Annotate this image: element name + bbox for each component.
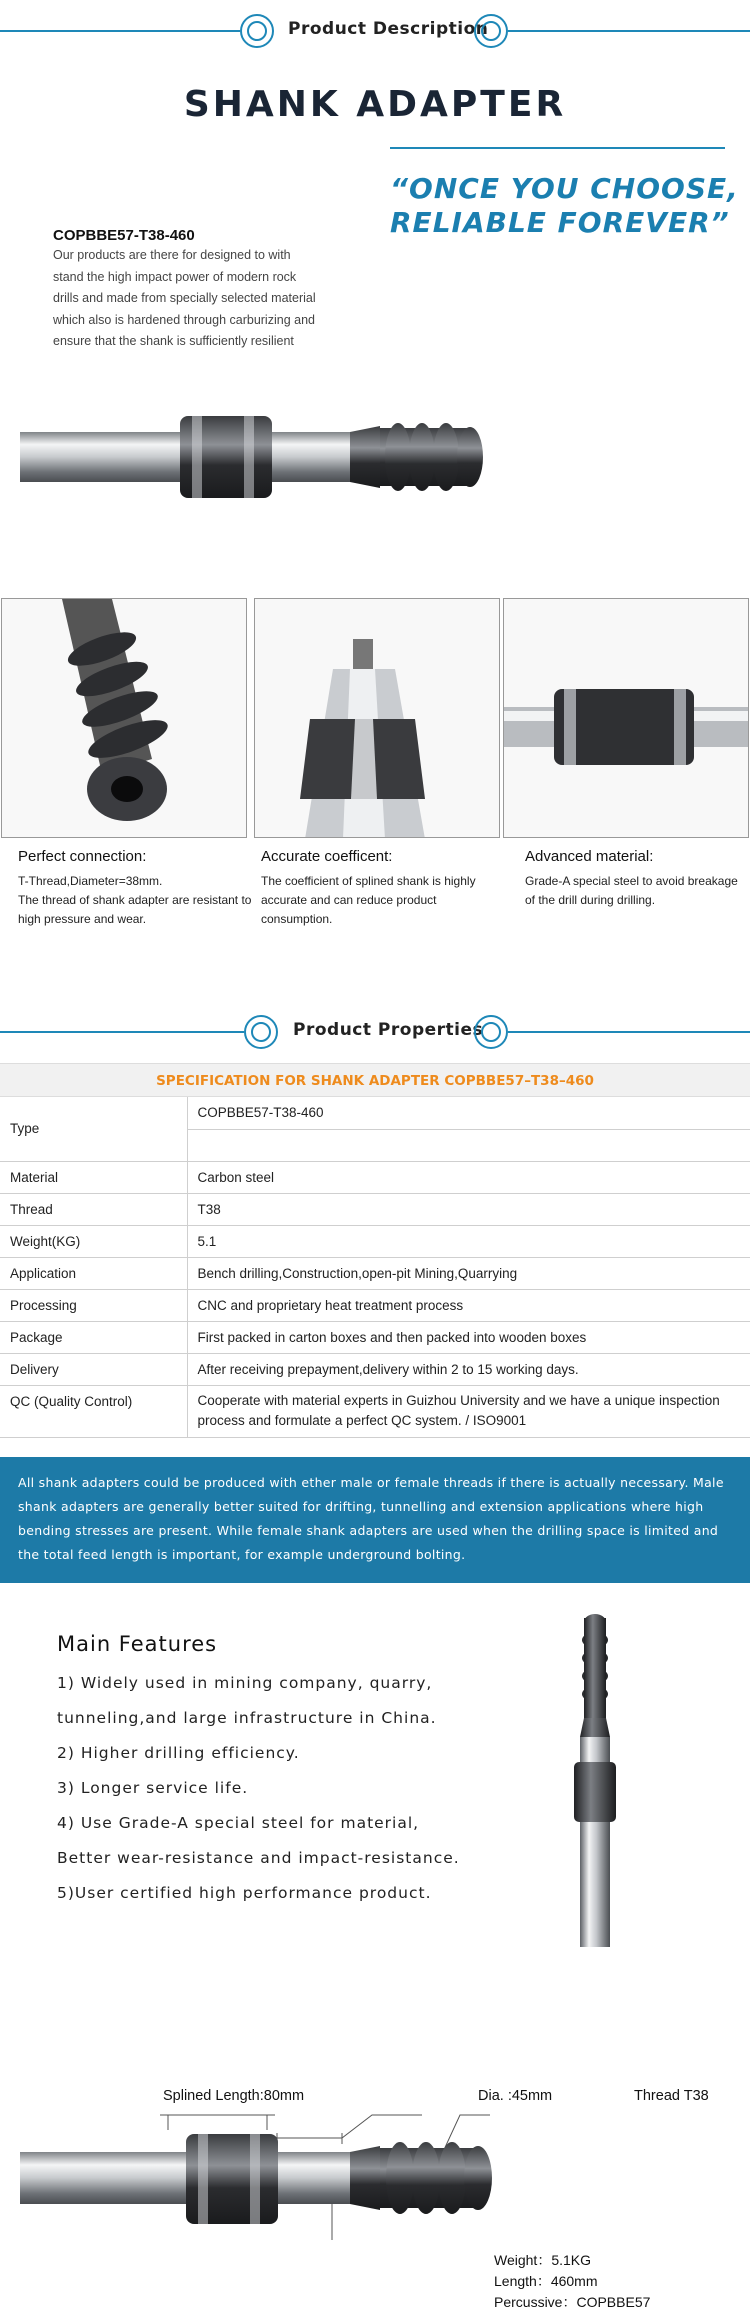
- section-header-properties: [0, 1012, 750, 1052]
- spec-key: Weight(KG): [0, 1225, 187, 1257]
- section-header-description: [0, 11, 750, 51]
- title-underline: [390, 147, 725, 149]
- slogan-line-2: RELIABLE FOREVER”: [390, 206, 730, 239]
- vertical-shank-image: [560, 1612, 630, 1947]
- divider-right: [508, 1031, 750, 1033]
- divider-right: [508, 30, 750, 32]
- table-row: [0, 1161, 750, 1193]
- spec-value: CNC and proprietary heat treatment process: [187, 1289, 750, 1321]
- feature-text-material: Grade-A special steel to avoid breakage of the drill during drilling.: [525, 874, 738, 907]
- spec-key: Type: [0, 1097, 187, 1161]
- table-row: [0, 1385, 750, 1437]
- info-band: [0, 1457, 750, 1583]
- table-row: [0, 1257, 750, 1289]
- spec-value: Bench drilling,Construction,open-pit Mining,Quarrying: [187, 1257, 750, 1289]
- feature-image-material: [503, 598, 749, 838]
- section-title: Product Properties: [293, 1020, 484, 1040]
- feature-title-coefficent: Accurate coefficent:: [261, 848, 393, 865]
- list-item: 3) Longer service life.: [57, 1779, 249, 1797]
- spec-table-title: SPECIFICATION FOR SHANK ADAPTER COPBBE57–T38–460: [0, 1063, 750, 1097]
- thread-closeup-image: [2, 599, 247, 838]
- table-row: [0, 1321, 750, 1353]
- dimension-diagram: [20, 2100, 730, 2240]
- spec-key: Package: [0, 1321, 187, 1353]
- ring-icon: [240, 14, 274, 48]
- spec-value: T38: [187, 1193, 750, 1225]
- spline-closeup-image: [255, 599, 500, 838]
- spec-key: Application: [0, 1257, 187, 1289]
- spec-table: [0, 1097, 750, 1438]
- feature-title-material: Advanced material:: [525, 848, 654, 865]
- splined-length-label: Splined Length:80mm: [163, 2088, 305, 2104]
- spec-value: First packed in carton boxes and then packed into wooden boxes: [187, 1321, 750, 1353]
- spec-key: Thread: [0, 1193, 187, 1225]
- feature-text-coefficent: The coefficient of splined shank is highly accurate and can reduce product consumption.: [261, 874, 476, 926]
- main-features-title: Main Features: [57, 1632, 218, 1656]
- ring-icon: [244, 1015, 278, 1049]
- spec-value-empty: [187, 1129, 750, 1161]
- list-item: 5)User certified high performance product.: [57, 1884, 432, 1902]
- spec-key: QC (Quality Control): [0, 1385, 187, 1437]
- ring-icon: [474, 1015, 508, 1049]
- page-title: SHANK ADAPTER: [183, 84, 567, 125]
- list-item: 1) Widely used in mining company, quarry,: [57, 1674, 433, 1692]
- percussive-label: Percussive：COPBBE57: [494, 2294, 651, 2310]
- table-row: [0, 1289, 750, 1321]
- spec-value: Carbon steel: [187, 1161, 750, 1193]
- slogan-line-1: “ONCE YOU CHOOSE,: [390, 172, 739, 205]
- table-row: [0, 1097, 750, 1129]
- spec-value: 5.1: [187, 1225, 750, 1257]
- main-features-list: [57, 1666, 497, 1911]
- table-row: [0, 1193, 750, 1225]
- thread-label: Thread T38: [634, 2088, 709, 2104]
- divider-left: [0, 30, 240, 32]
- feature-image-spline: [254, 598, 500, 838]
- ring-icon: [474, 14, 508, 48]
- table-row: [0, 1353, 750, 1385]
- weight-label: Weight：5.1KG: [494, 2252, 592, 2268]
- list-item: 2) Higher drilling efficiency.: [57, 1744, 300, 1762]
- divider-left: [0, 1031, 244, 1033]
- intro-text: Our products are there for designed to with stand the high impact power of modern rock drills and made from specially selected material which also is hardened through carburizing and ensure that the shank is sufficiently resilient: [53, 248, 316, 348]
- feature-text-connection: T-Thread,Diameter=38mm. The thread of shank adapter are resistant to high pressure and wear.: [18, 874, 252, 926]
- spec-key: Material: [0, 1161, 187, 1193]
- spec-info: [494, 2250, 650, 2313]
- feature-title-connection: Perfect connection:: [18, 848, 147, 865]
- model-number: COPBBE57-T38-460: [53, 227, 195, 244]
- diameter-label: Dia. :45mm: [478, 2088, 553, 2104]
- spec-key: Delivery: [0, 1353, 187, 1385]
- list-item: 4) Use Grade-A special steel for material,: [57, 1814, 420, 1832]
- list-item: Better wear-resistance and impact-resistance.: [57, 1849, 460, 1867]
- length-label: Length：460mm: [494, 2273, 598, 2289]
- section-title: Product Description: [288, 19, 489, 39]
- info-band-text: All shank adapters could be produced with ether male or female threads if there is actually necessary. Male shank adapters are generally better suited for drifting, tunnelling and extension applications where high bending stresses are present. While female shank adapters are used when the drilling space is limited and the total feed length is important, for example underground bolting.: [18, 1475, 724, 1562]
- shank-adapter-image: [20, 412, 730, 512]
- material-closeup-image: [504, 599, 749, 838]
- spec-value: Cooperate with material experts in Guizhou University and we have a unique inspection process and formulate a perfect QC system. / ISO9001: [187, 1385, 750, 1437]
- spec-value: COPBBE57-T38-460: [187, 1097, 750, 1129]
- list-item: tunneling,and large infrastructure in China.: [57, 1709, 437, 1727]
- spec-value: After receiving prepayment,delivery within 2 to 15 working days.: [187, 1353, 750, 1385]
- table-row: [0, 1225, 750, 1257]
- spec-key: Processing: [0, 1289, 187, 1321]
- feature-image-thread: [1, 598, 247, 838]
